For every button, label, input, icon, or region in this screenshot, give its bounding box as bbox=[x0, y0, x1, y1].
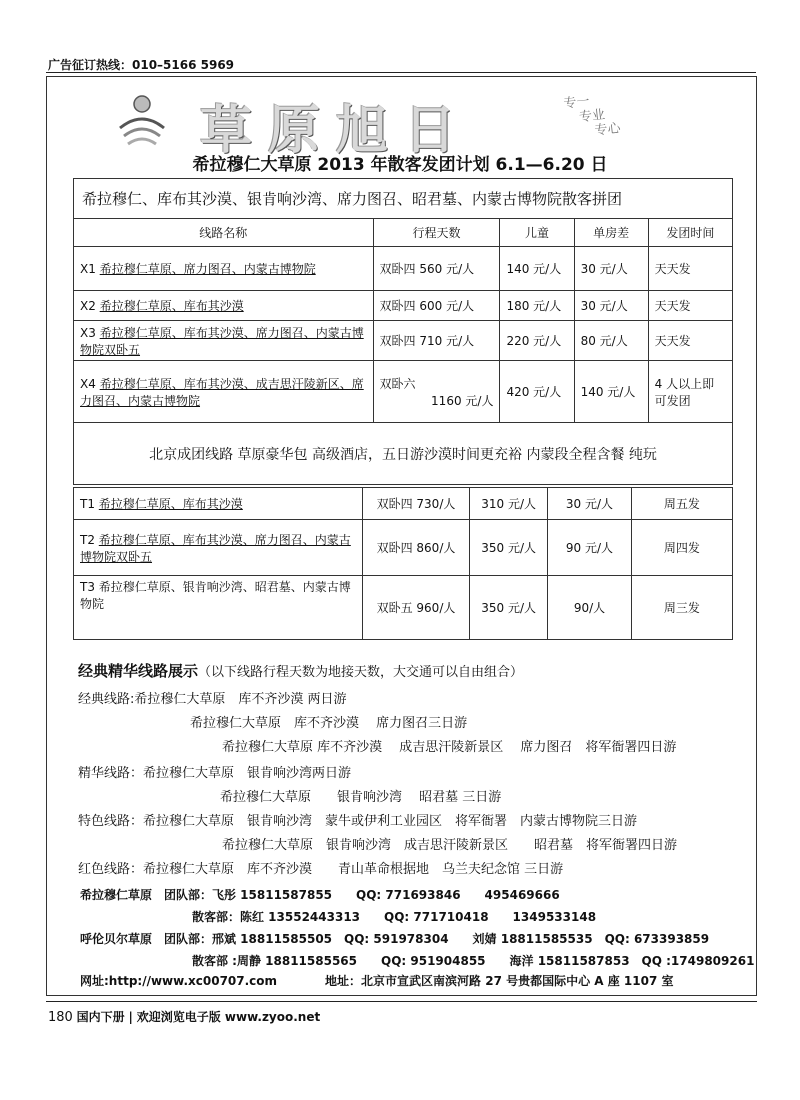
table-row bbox=[74, 321, 733, 361]
route-line: 希拉穆仁大草原 银肯响沙湾 昭君墓 三日游 bbox=[220, 790, 502, 805]
table-row bbox=[74, 488, 733, 520]
single-cell: 90/人 bbox=[548, 576, 632, 640]
beijing-tour-table bbox=[73, 487, 733, 640]
route-line: 红色线路：希拉穆仁大草原 库不齐沙漠 青山革命根据地 乌兰夫纪念馆 三日游 bbox=[78, 862, 564, 877]
bottom-rule bbox=[46, 1001, 757, 1002]
price-cell bbox=[373, 361, 500, 423]
route-line: 希拉穆仁大草原 库不齐沙漠 成吉思汗陵新景区 席力图召 将军衙署四日游 bbox=[222, 740, 677, 755]
ad-hotline: 广告征订热线：010–5166 5969 bbox=[48, 58, 235, 72]
route-cell bbox=[74, 520, 363, 576]
table-row bbox=[74, 576, 733, 640]
route-link[interactable]: 希拉穆仁草原、库布其沙漠、席力图召、内蒙古博物院双卧五 bbox=[80, 532, 351, 564]
route-cell bbox=[74, 361, 374, 423]
route-line: 特色线路：希拉穆仁大草原 银肯响沙湾 蒙牛或伊利工业园区 将军衙署 内蒙古博物院三日游 bbox=[78, 814, 638, 829]
route-code: X3 bbox=[80, 325, 96, 340]
depart-cell: 周四发 bbox=[631, 520, 732, 576]
page-footer: 180 国内下册 | 欢迎浏览电子版 www.zyoo.net bbox=[48, 1010, 321, 1025]
price-amount: 1160 元/人 bbox=[431, 393, 494, 408]
route-link[interactable]: 希拉穆仁草原、库布其沙漠 bbox=[98, 497, 243, 511]
depart-cell: 天天发 bbox=[648, 321, 732, 361]
depart-cell: 周三发 bbox=[631, 576, 732, 640]
route-cell bbox=[74, 321, 374, 361]
single-cell: 140 元/人 bbox=[574, 361, 648, 423]
route-line: 精华线路：希拉穆仁大草原 银肯响沙湾两日游 bbox=[78, 766, 352, 781]
column-header: 发团时间 bbox=[648, 219, 732, 247]
column-header: 儿童 bbox=[500, 219, 574, 247]
route-text: 希拉穆仁草原、银肯响沙湾、昭君墓、内蒙古博物院 bbox=[80, 580, 351, 611]
table-row bbox=[74, 291, 733, 321]
contact-line: 散客部 :周静 18811585565 QQ: 951904855 海洋 15811587853 QQ :1749809261 bbox=[192, 954, 755, 968]
column-header: 行程天数 bbox=[373, 219, 500, 247]
child-cell: 140 元/人 bbox=[500, 247, 574, 291]
brand-logo-icon bbox=[112, 92, 172, 148]
route-code: T2 bbox=[80, 532, 95, 547]
brand-name: 草原旭日 bbox=[200, 100, 473, 161]
table-row bbox=[74, 520, 733, 576]
contact-line: 呼伦贝尔草原 团队部：邢斌 18811585505 QQ: 591978304 刘婧 18811585535 QQ: 673393859 bbox=[80, 932, 710, 946]
top-rule bbox=[46, 72, 756, 73]
price-cell: 双卧四 600 元/人 bbox=[373, 291, 500, 321]
price-type: 双卧六 bbox=[379, 376, 416, 391]
column-header: 单房差 bbox=[574, 219, 648, 247]
route-line: 希拉穆仁大草原 银肯响沙湾 成吉思汗陵新景区 昭君墓 将军衙署四日游 bbox=[222, 838, 678, 853]
depart-cell: 天天发 bbox=[648, 247, 732, 291]
route-cell bbox=[74, 247, 374, 291]
footer-section: 国内下册 bbox=[76, 1010, 125, 1024]
route-link[interactable]: 希拉穆仁草原、席力图召、内蒙古博物院 bbox=[99, 262, 316, 276]
depart-cell: 周五发 bbox=[631, 488, 732, 520]
plan-title: 希拉穆仁大草原 2013 年散客发团计划 6.1—6.20 日 bbox=[192, 155, 608, 175]
price-cell: 双卧四 710 元/人 bbox=[373, 321, 500, 361]
slogan-line: 专一 bbox=[562, 94, 591, 112]
route-cell bbox=[74, 576, 363, 640]
column-header: 线路名称 bbox=[74, 219, 374, 247]
table-row bbox=[74, 361, 733, 423]
price-cell: 双卧四 560 元/人 bbox=[373, 247, 500, 291]
depart-cell: 天天发 bbox=[648, 291, 732, 321]
table-row bbox=[74, 247, 733, 291]
slogan-line: 专业 bbox=[578, 107, 606, 126]
price-cell: 双卧五 960/人 bbox=[362, 576, 469, 640]
single-cell: 80 元/人 bbox=[574, 321, 648, 361]
contact-line: 散客部：陈红 13552443313 QQ: 771710418 1349533148 bbox=[192, 910, 597, 924]
table-caption: 希拉穆仁、库布其沙漠、银肯响沙湾、席力图召、昭君墓、内蒙古博物院散客拼团 bbox=[74, 179, 733, 219]
child-cell: 350 元/人 bbox=[470, 576, 548, 640]
single-cell: 30 元/人 bbox=[574, 247, 648, 291]
child-cell: 220 元/人 bbox=[500, 321, 574, 361]
brand-slogan bbox=[563, 87, 657, 141]
route-link[interactable]: 希拉穆仁草原、库布其沙漠、成吉思汗陵新区、席力图召、内蒙古博物院 bbox=[80, 376, 364, 408]
contact-line: 希拉穆仁草原 团队部：飞彤 15811587855 QQ: 771693846 495469666 bbox=[80, 888, 560, 902]
slogan-line: 专心 bbox=[593, 121, 622, 139]
classic-routes-heading bbox=[78, 660, 523, 681]
section-note: （以下线路行程天数为地接天数，大交通可以自由组合） bbox=[198, 665, 524, 680]
child-cell: 310 元/人 bbox=[470, 488, 548, 520]
section-title: 经典精华线路展示 bbox=[78, 662, 199, 680]
page-number: 180 bbox=[48, 1010, 73, 1025]
route-code: X1 bbox=[80, 262, 96, 276]
child-cell: 350 元/人 bbox=[470, 520, 548, 576]
route-line: 经典线路:希拉穆仁大草原 库不齐沙漠 两日游 bbox=[78, 692, 347, 707]
route-link[interactable]: 希拉穆仁草原、库布其沙漠、席力图召、内蒙古博物院双卧五 bbox=[80, 325, 364, 357]
child-cell: 420 元/人 bbox=[500, 361, 574, 423]
footer-tagline[interactable]: 欢迎浏览电子版 www.zyoo.net bbox=[136, 1010, 321, 1024]
route-line: 希拉穆仁大草原 库不齐沙漠 席力图召三日游 bbox=[190, 716, 468, 731]
price-cell: 双卧四 860/人 bbox=[362, 520, 469, 576]
route-code: X2 bbox=[80, 299, 96, 313]
route-code: T3 bbox=[80, 580, 95, 594]
route-code: T1 bbox=[80, 497, 95, 511]
single-cell: 30 元/人 bbox=[574, 291, 648, 321]
route-cell bbox=[74, 488, 363, 520]
route-cell bbox=[74, 291, 374, 321]
price-cell: 双卧四 730/人 bbox=[362, 488, 469, 520]
single-cell: 30 元/人 bbox=[548, 488, 632, 520]
beijing-caption: 北京成团线路 草原豪华包 高级酒店，五日游沙漠时间更充裕 内蒙段全程含餐 纯玩 bbox=[74, 423, 733, 485]
child-cell: 180 元/人 bbox=[500, 291, 574, 321]
depart-cell: 4 人以上即可发团 bbox=[648, 361, 732, 423]
contact-line: 网址:http://www.xc00707.com 地址：北京市宣武区南滨河路 27 号贵都国际中心 A 座 1107 室 bbox=[80, 974, 674, 988]
single-cell: 90 元/人 bbox=[548, 520, 632, 576]
route-link[interactable]: 希拉穆仁草原、库布其沙漠 bbox=[99, 299, 244, 313]
route-code: X4 bbox=[80, 376, 96, 391]
group-tour-table bbox=[73, 178, 733, 485]
